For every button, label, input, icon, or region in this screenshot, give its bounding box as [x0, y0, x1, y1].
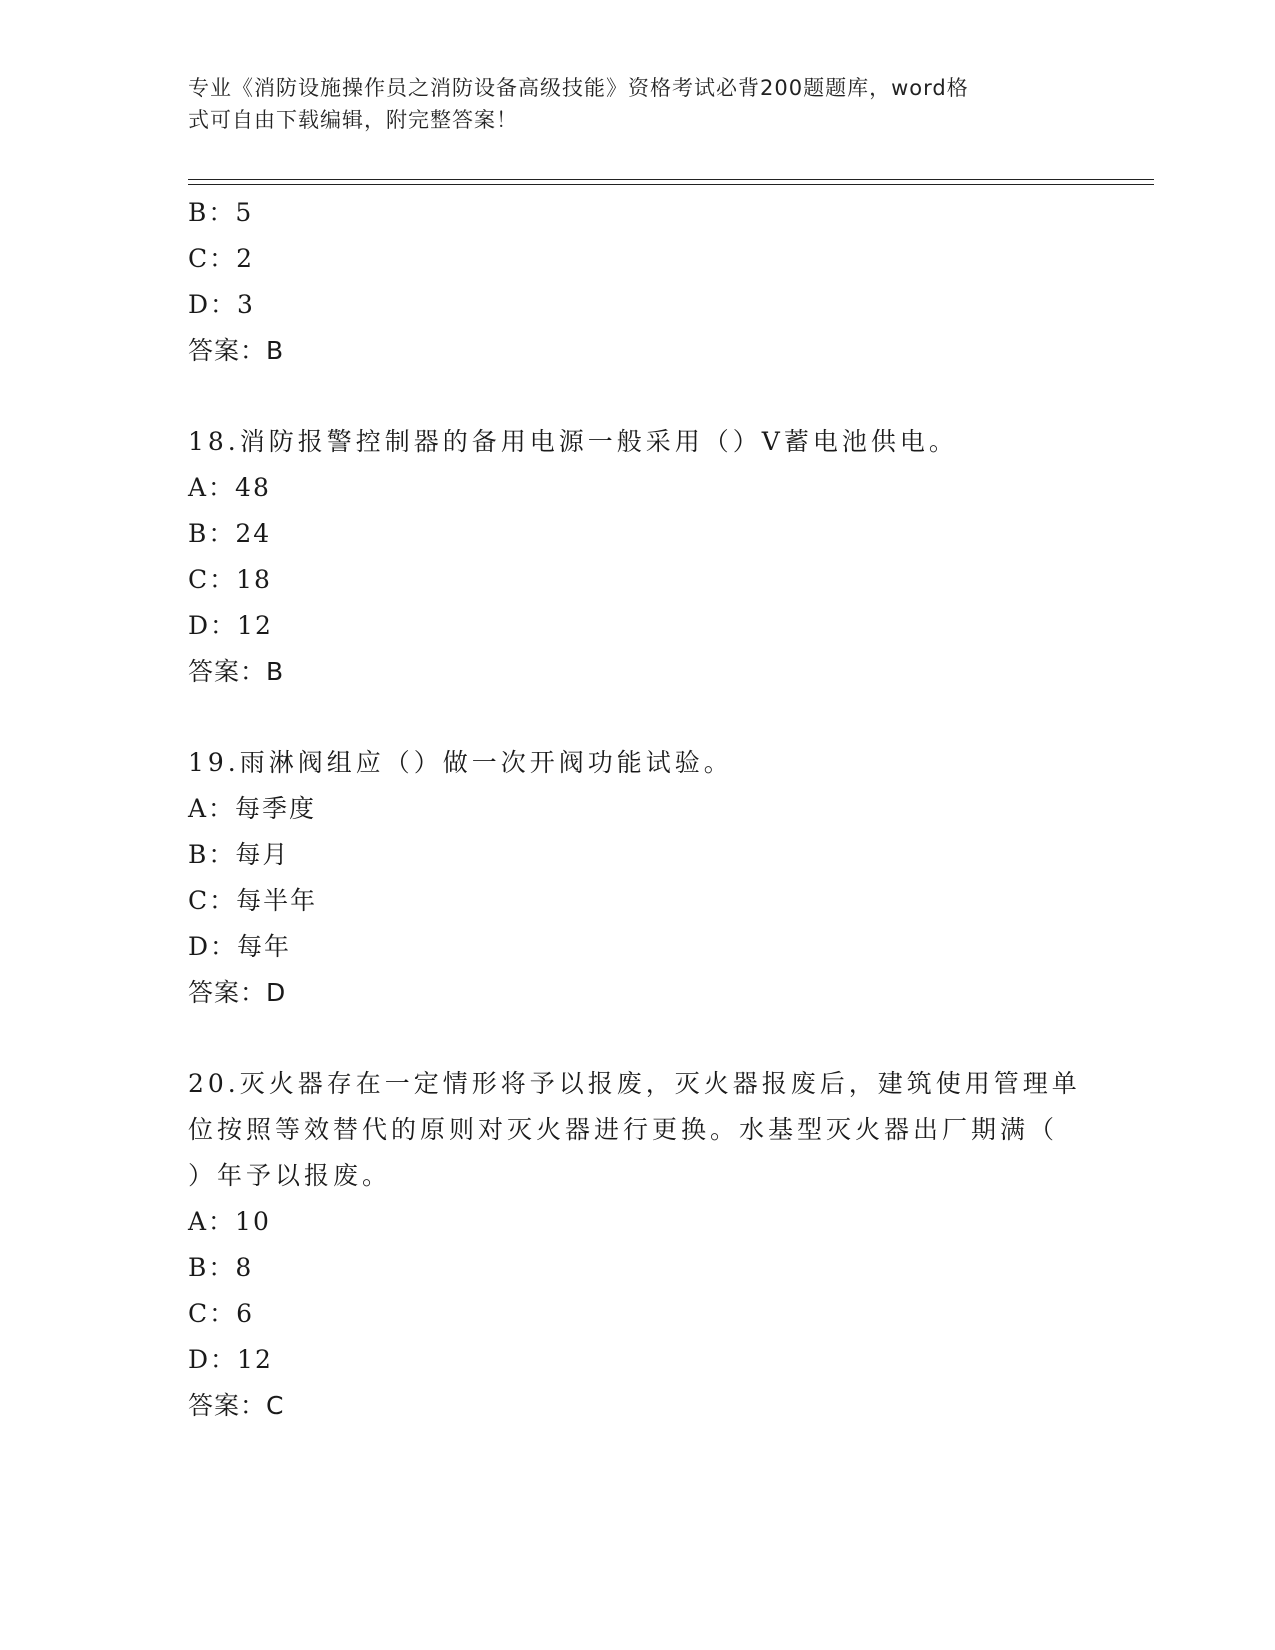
option-b: B：每月	[188, 840, 290, 869]
option-b: B：8	[188, 1253, 254, 1282]
option-c: C：每半年	[188, 886, 318, 915]
header-divider-top	[188, 179, 1154, 180]
option-c: C：18	[188, 565, 272, 594]
answer-line: 答案：B	[188, 657, 285, 686]
question-stem: 18.消防报警控制器的备用电源一般采用（）V蓄电池供电。	[188, 427, 958, 456]
option-d: D：12	[188, 611, 273, 640]
question-stem-line-2: 位按照等效替代的原则对灭火器进行更换。水基型灭火器出厂期满（	[188, 1115, 1059, 1144]
option-a: A：每季度	[188, 794, 317, 823]
option-d: D：每年	[188, 932, 292, 961]
header-line-2: 式可自由下载编辑，附完整答案！	[188, 108, 518, 132]
question-stem-line-1: 20.灭火器存在一定情形将予以报废，灭火器报废后，建筑使用管理单	[188, 1069, 1081, 1098]
option-a: A：48	[188, 473, 271, 502]
answer-line: 答案：B	[188, 336, 285, 365]
option-a: A：10	[188, 1207, 271, 1236]
question-stem: 19.雨淋阀组应（）做一次开阀功能试验。	[188, 748, 733, 777]
question-list	[188, 190, 1088, 1429]
question-stem-line-3: ）年予以报废。	[188, 1161, 392, 1190]
question-20	[188, 1061, 1088, 1429]
option-b: B：24	[188, 519, 272, 548]
option-c: C：2	[188, 244, 255, 273]
option-d: D：12	[188, 1345, 273, 1374]
answer-line: 答案：C	[188, 1391, 285, 1420]
header-divider-bottom	[188, 184, 1154, 185]
question-17-tail	[188, 190, 1088, 374]
option-b: B：5	[188, 198, 254, 227]
option-c: C：6	[188, 1299, 255, 1328]
question-19	[188, 740, 1088, 1016]
option-d: D：3	[188, 290, 255, 319]
question-18	[188, 419, 1088, 695]
document-header	[188, 72, 1068, 136]
answer-line: 答案：D	[188, 978, 287, 1007]
header-line-1: 专业《消防设施操作员之消防设备高级技能》资格考试必背200题题库，word格	[188, 76, 969, 100]
